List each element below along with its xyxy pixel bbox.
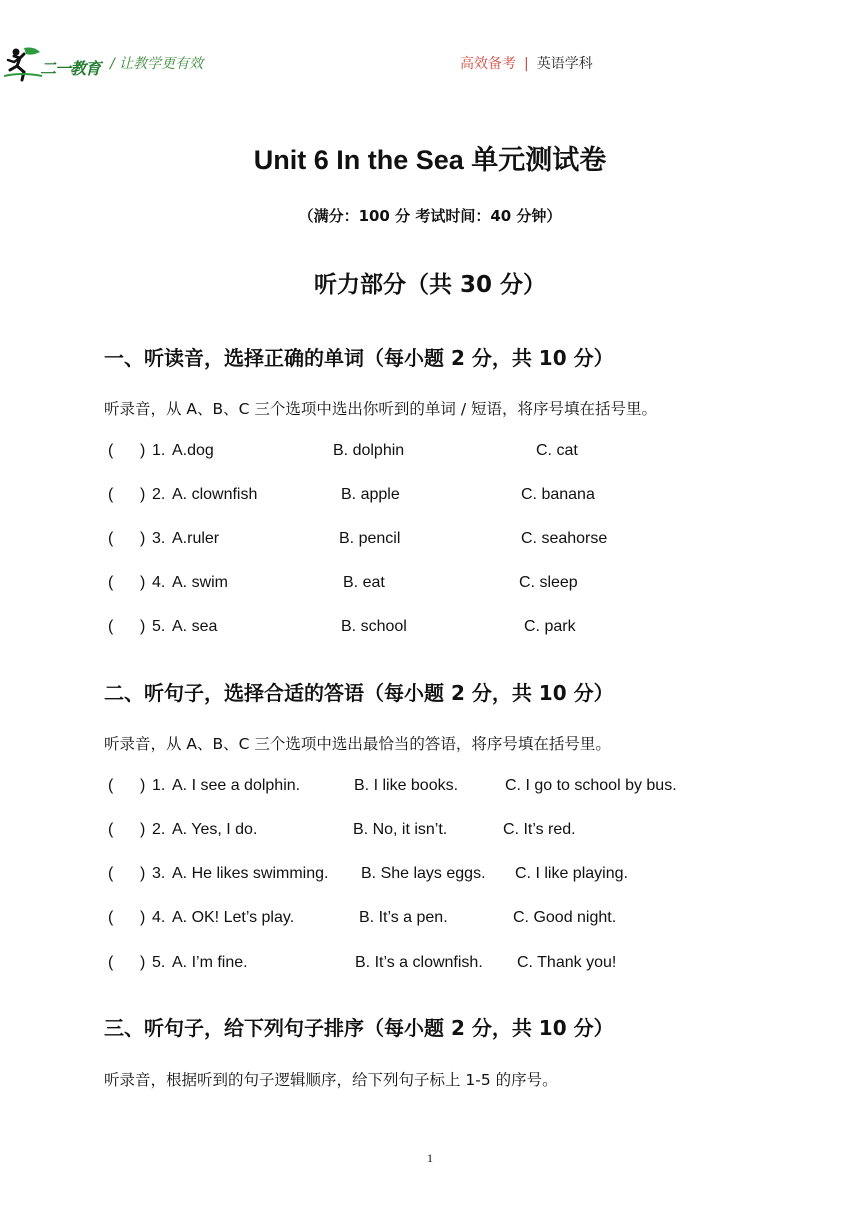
question-number: 3.	[152, 530, 166, 547]
section-title: 一、听读音，选择正确的单词（每小题 2 分，共 10 分）	[104, 346, 614, 370]
option-b: B. school	[341, 618, 407, 635]
option-a: A. Yes, I do.	[172, 821, 258, 838]
question-row	[108, 442, 808, 466]
option-b: B. It’s a pen.	[359, 909, 448, 926]
option-b: B. It’s a clownfish.	[355, 954, 483, 971]
option-b: B. apple	[341, 486, 400, 503]
option-b: B. eat	[343, 574, 385, 591]
question-number: 1.	[152, 777, 166, 794]
option-b: B. dolphin	[333, 442, 405, 459]
option-b: B. She lays eggs.	[361, 865, 486, 882]
question-number: 2.	[152, 821, 166, 838]
question-row	[108, 530, 808, 554]
question-number: 3.	[152, 865, 166, 882]
answer-paren-close: )	[140, 865, 146, 882]
answer-paren-close: )	[140, 909, 146, 926]
question-row	[108, 821, 808, 845]
answer-paren-close: )	[140, 821, 146, 838]
section-instruction: 听录音，从 A、B、C 三个选项中选出最恰当的答语，将序号填在括号里。	[104, 735, 611, 753]
runner-logo-icon	[4, 46, 44, 82]
question-row	[108, 777, 808, 801]
section-instruction: 听录音，根据听到的句子逻辑顺序，给下列句子标上 1-5 的序号。	[104, 1071, 558, 1089]
answer-paren-open: (	[108, 442, 114, 459]
answer-paren-open: (	[108, 909, 114, 926]
page-header	[0, 40, 860, 84]
option-c: C. I go to school by bus.	[505, 777, 677, 794]
answer-paren-open: (	[108, 777, 114, 794]
option-c: C. It’s red.	[503, 821, 576, 838]
option-c: C. banana	[521, 486, 595, 503]
page-title: Unit 6 In the Sea 单元测试卷	[253, 145, 607, 175]
question-row	[108, 574, 808, 598]
answer-paren-close: )	[140, 442, 146, 459]
logo-name: 二一教育	[40, 59, 101, 78]
answer-paren-close: )	[140, 777, 146, 794]
answer-paren-open: (	[108, 821, 114, 838]
answer-paren-open: (	[108, 530, 114, 547]
option-c: C. Good night.	[513, 909, 617, 926]
question-number: 4.	[152, 909, 166, 926]
option-c: C. cat	[536, 442, 578, 459]
option-a: A. He likes swimming.	[172, 865, 329, 882]
question-number: 5.	[152, 954, 166, 971]
option-b: B. pencil	[339, 530, 401, 547]
answer-paren-open: (	[108, 618, 114, 635]
section-title: 三、听句子，给下列句子排序（每小题 2 分，共 10 分）	[104, 1016, 614, 1040]
answer-paren-close: )	[140, 618, 146, 635]
slogan: / 让教学更有效	[110, 56, 204, 72]
question-row	[108, 618, 808, 642]
option-a: A.dog	[172, 442, 214, 459]
option-a: A. OK! Let’s play.	[172, 909, 295, 926]
answer-paren-close: )	[140, 954, 146, 971]
part-title: 听力部分（共 30 分）	[313, 272, 547, 298]
question-number: 2.	[152, 486, 166, 503]
answer-paren-open: (	[108, 574, 114, 591]
answer-paren-open: (	[108, 954, 114, 971]
answer-paren-close: )	[140, 530, 146, 547]
answer-paren-open: (	[108, 486, 114, 503]
question-row	[108, 954, 808, 978]
option-a: A. I see a dolphin.	[172, 777, 301, 794]
option-c: C. park	[524, 618, 576, 635]
answer-paren-close: )	[140, 486, 146, 503]
option-c: C. I like playing.	[515, 865, 628, 882]
question-number: 4.	[152, 574, 166, 591]
question-row	[108, 486, 808, 510]
header-right	[460, 53, 593, 73]
header-separator: |	[524, 56, 529, 72]
section-instruction: 听录音，从 A、B、C 三个选项中选出你听到的单词 / 短语，将序号填在括号里。	[104, 400, 657, 418]
exam-label: 高效备考	[460, 56, 516, 72]
section-title: 二、听句子，选择合适的答语（每小题 2 分，共 10 分）	[104, 681, 614, 705]
exam-info: （满分：100 分 考试时间：40 分钟）	[298, 207, 562, 225]
option-b: B. No, it isn’t.	[353, 821, 448, 838]
option-a: A. I’m fine.	[172, 954, 248, 971]
question-row	[108, 909, 808, 933]
option-c: C. seahorse	[521, 530, 608, 547]
answer-paren-close: )	[140, 574, 146, 591]
option-a: A. sea	[172, 618, 218, 635]
question-number: 1.	[152, 442, 166, 459]
answer-paren-open: (	[108, 865, 114, 882]
option-b: B. I like books.	[354, 777, 459, 794]
option-a: A. clownfish	[172, 486, 258, 503]
option-a: A.ruler	[172, 530, 220, 547]
subject-label: 英语学科	[536, 56, 593, 72]
option-c: C. sleep	[519, 574, 578, 591]
page-number: 1	[427, 1151, 433, 1165]
option-c: C. Thank you!	[517, 954, 617, 971]
question-number: 5.	[152, 618, 166, 635]
option-a: A. swim	[172, 574, 228, 591]
question-row	[108, 865, 808, 889]
